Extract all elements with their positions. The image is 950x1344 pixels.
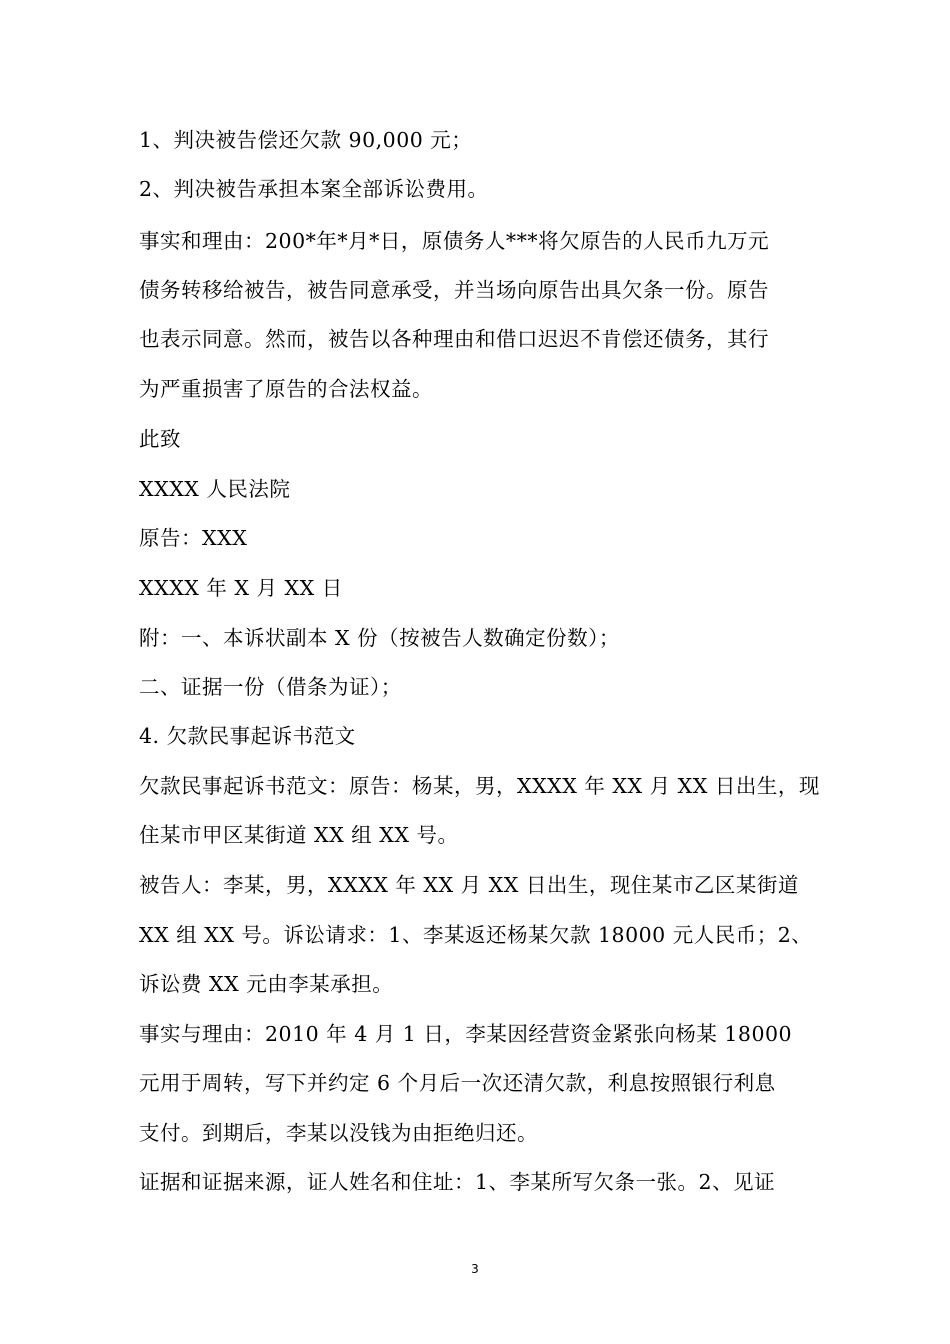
- text-line: 附：一、本诉状副本 X 份（按被告人数确定份数）；: [139, 626, 620, 650]
- text-line: 原告：XXX: [139, 526, 248, 550]
- text-line: 元用于周转，写下并约定 6 个月后一次还清欠款，利息按照银行利息: [139, 1071, 776, 1095]
- text-line: 被告人：李某，男，XXXX 年 XX 月 XX 日出生，现住某市乙区某街道: [139, 873, 799, 897]
- text-line: 诉讼费 XX 元由李某承担。: [139, 972, 394, 996]
- text-line: 债务转移给被告，被告同意承受，并当场向原告出具欠条一份。原告: [139, 278, 769, 302]
- text-line: 也表示同意。然而，被告以各种理由和借口迟迟不肯偿还债务，其行: [139, 327, 769, 351]
- text-line: 事实和理由：200*年*月*日，原债务人***将欠原告的人民币九万元: [139, 229, 770, 253]
- text-line: 事实与理由：2010 年 4 月 1 日，李某因经营资金紧张向杨某 18000: [139, 1022, 793, 1046]
- section-heading: 4. 欠款民事起诉书范文: [139, 724, 356, 748]
- text-line: 此致: [139, 427, 181, 451]
- text-line: XXXX 年 X 月 XX 日: [139, 576, 343, 600]
- text-line: 支付。到期后，李某以没钱为由拒绝归还。: [139, 1121, 538, 1145]
- text-line: 二、证据一份（借条为证）；: [139, 675, 402, 699]
- text-line: 为严重损害了原告的合法权益。: [139, 377, 433, 401]
- text-line: 证据和证据来源，证人姓名和住址：1、李某所写欠条一张。2、见证: [139, 1170, 776, 1194]
- text-line: 2、判决被告承担本案全部诉讼费用。: [139, 177, 489, 201]
- text-line: XXXX 人民法院: [139, 477, 291, 501]
- text-line: 欠款民事起诉书范文：原告：杨某，男，XXXX 年 XX 月 XX 日出生，现: [139, 774, 820, 798]
- page-number: 3: [471, 1262, 479, 1276]
- text-line: 住某市甲区某街道 XX 组 XX 号。: [139, 823, 459, 847]
- text-line: XX 组 XX 号。诉讼请求：1、李某返还杨某欠款 18000 元人民币；2、: [139, 923, 813, 947]
- text-line: 1、判决被告偿还欠款 90,000 元；: [139, 128, 473, 152]
